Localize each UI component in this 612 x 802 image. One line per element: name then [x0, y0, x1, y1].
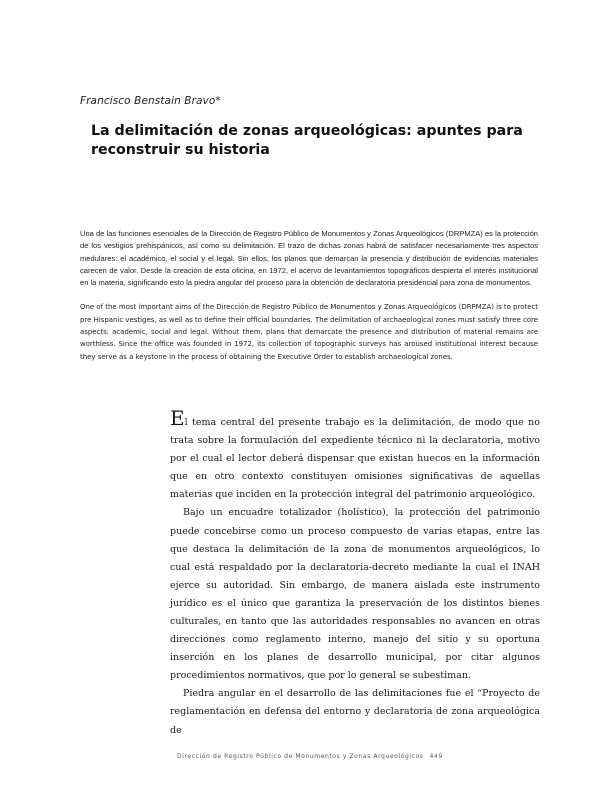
- abstract-es-acronym: DRPMZA: [448, 229, 481, 238]
- abstract-en-text-b: ) is to protect pre Hispanic vestiges, as well as to define their official boundaries. The delimitation of archaeological zones must satisfy three core aspects: academic, social and legal. Without them, plans that demarcate the presence and distribution of material remains are worthless. Since the office was founded in 1972, its collection of topographic surveys has aroused institutional interest because they serve as a keystone in the process of obtaining the Executive Order to establish archaeological zones.: [80, 303, 538, 361]
- inah-acronym: INAH: [512, 561, 540, 573]
- page-footer: [177, 752, 540, 762]
- page-number: 449: [429, 752, 443, 760]
- running-title: Dirección de Registro Público de Monumentos y Zonas Arqueológicos: [177, 752, 424, 760]
- author-name: Francisco Benstain Bravo*: [80, 95, 221, 107]
- article-title: La delimitación de zonas arqueológicas: apuntes para reconstruir su historia: [91, 123, 523, 158]
- body-paragraph-1: [170, 405, 540, 504]
- abstract-en-text-a: One of the most important aims of the Dirección de Registro Público de Monumentos y Zonas Arqueológicos (: [80, 303, 462, 312]
- abstract-es-text-a: Una de las funciones esenciales de la Dirección de Registro Público de Monumentos y Zonas Arqueológicos (: [80, 229, 449, 238]
- drop-cap: E: [170, 405, 185, 430]
- body-paragraph-2: [170, 504, 540, 685]
- abstract-spanish: [80, 228, 538, 289]
- abstract-english: [80, 301, 538, 362]
- abstract-en-acronym: DRPMZA: [461, 303, 492, 312]
- body-paragraph-2-text-b: ejerce su autoridad. Sin embargo, de manera aislada este instrumento jurídico es el único que garantiza la preservación de los distintos bienes culturales, en tanto que las autoridades responsables no avancen en otras direcciones como reglamento interno, manejo del sitio y su oportuna inserción en los planes de desarrollo municipal, por citar algunos procedimientos normativos, que por lo general se subestiman.: [170, 579, 540, 682]
- body-paragraph-2-text-a: Bajo un encuadre totalizador (holístico), la protección del patrimonio puede concebirse como un proceso compuesto de varias etapas, entre las que destaca la delimitación de la zona de monumentos arqueológicos, lo cual está respaldado por la declaratoria-decreto mediante la cual el: [170, 507, 540, 573]
- abstract-es-text-b: ) es la protección de los vestigios prehispánicos, así como su delimitación. El trazo de dichas zonas habrá de satisfacer necesariamente tres aspectos medulares: el académico, el social y el legal. Sin ellos, los planos que demarcan la presencia y distribución de evidencias materiales carecen de valor. Desde la creación de esta oficina, en 1972, el acervo de levantamientos topográficos despierta el interés institucional en la materia, significando esto la piedra angular del proceso para la obtención de declaratoria presidencial para zona de monumentos.: [80, 229, 538, 288]
- body-paragraph-3: Piedra angular en el desarrollo de las delimitaciones fue el “Proyecto de reglamentación en defensa del entorno y declaratoria de zona arqueológica de: [170, 688, 540, 736]
- article-body: [170, 405, 540, 740]
- body-paragraph-1-text: l tema central del presente trabajo es la delimitación, de modo que no trata sobre la formulación del expediente técnico ni la declaratoria, motivo por el cual el lector deberá dispensar que existan huecos en la información que en otro contexto constituyen omisiones significativas de aquellas materias que inciden en la protección integral del patrimonio arqueológico.: [170, 416, 540, 501]
